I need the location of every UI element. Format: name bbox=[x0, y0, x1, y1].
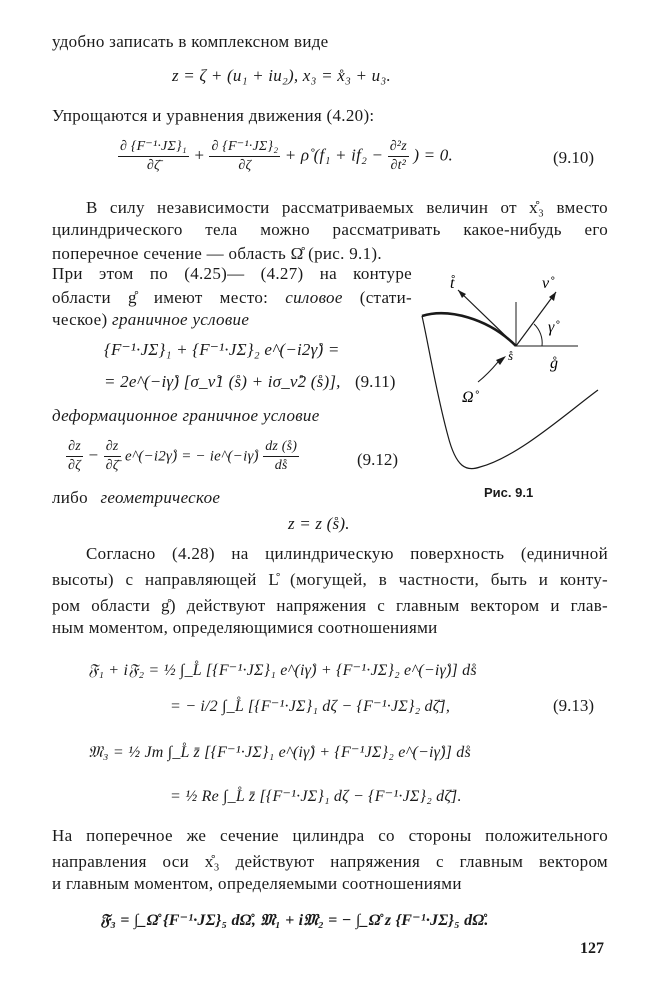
fraction bbox=[388, 138, 409, 175]
denominator: ∂t² bbox=[390, 158, 407, 173]
figure-9-1 bbox=[408, 262, 604, 480]
fraction bbox=[104, 438, 121, 475]
text-line: направления оси x̊₃ действуют напряжения с главным вектором bbox=[52, 852, 608, 871]
text-line bbox=[52, 288, 412, 308]
text-span: (стати- bbox=[359, 288, 412, 307]
equation-zs: z = z (s̊). bbox=[288, 514, 350, 533]
text-line: удобно записать в комплексном виде bbox=[52, 32, 329, 51]
text-line: деформационное граничное условие bbox=[52, 406, 320, 425]
numerator: ∂z bbox=[104, 438, 121, 457]
text-span: области g̊ имеют место: bbox=[52, 288, 269, 307]
equation-part: + ρ̊ (f₁ + if₂ − bbox=[284, 145, 384, 165]
label-gamma: γ̊ bbox=[548, 319, 555, 336]
text-line: цилиндрического тела можно рассматривать какое-нибудь его bbox=[52, 220, 608, 239]
text-line: В силу независимости рассматриваемых величин от x̊₃ вместо bbox=[86, 198, 608, 217]
equation-9-11-b: = 2e^(−iγ̊) [σ_ν̊1 (s̊) + iσ_ν̊2 (s̊)], bbox=[104, 372, 341, 391]
label-g: g̊ bbox=[550, 355, 558, 372]
fraction bbox=[263, 438, 299, 475]
equation-final: 𝔉₃ = ∫_Ω̊ {F⁻¹·JΣ}₅ dΩ̊, 𝔐₁ + i𝔐₂ = − ∫_Ω̊ z {F⁻¹·JΣ}₅ dΩ̊. bbox=[100, 912, 489, 929]
page-number: 127 bbox=[580, 940, 604, 957]
denominator: ds̊ bbox=[274, 458, 288, 473]
text-line: высоты) с направляющей L̊ (могущей, в частности, быть и конту- bbox=[52, 570, 608, 589]
equation-9-12: $\frac{\partial z}{\partial\zeta}$ − $\frac{\partial z}{\partial\zetā}$ e^(−i2γ̊) = − ie^(−iγ̊) $\frac{dz (s̊)}{ds̊}$ bbox=[68, 439, 298, 473]
text-span: граничное условие bbox=[112, 310, 250, 329]
denominator: ∂ζ̄ bbox=[146, 158, 160, 173]
text-line: поперечное сечение — область Ω̊ (рис. 9.1). bbox=[52, 244, 382, 263]
text-line: Согласно (4.28) на цилиндрическую поверхность (единичной bbox=[86, 544, 608, 563]
numerator: ∂ {F⁻¹·JΣ}₁ bbox=[118, 138, 189, 157]
numerator: ∂z bbox=[66, 438, 83, 457]
direction-arrowhead bbox=[496, 356, 506, 365]
direction-arrow bbox=[478, 362, 498, 382]
text-line: ром области g̊) действуют напряжения с главным вектором и глав- bbox=[52, 596, 608, 615]
equation-9-13-a: 𝔉₁ + i𝔉₂ = ½ ∫_L̊ [{F⁻¹·JΣ}₁ e^(iγ̊) + {F⁻¹·JΣ}₂ e^(−iγ̊)] ds̊ bbox=[88, 662, 477, 679]
text-span: ческое) bbox=[52, 310, 108, 329]
equation-number: (9.10) bbox=[553, 148, 595, 167]
text-span: силовое bbox=[285, 288, 343, 307]
numerator: ∂²z bbox=[388, 138, 409, 157]
equation-number: (9.11) bbox=[355, 372, 396, 391]
fraction bbox=[118, 138, 189, 175]
text-line: При этом по (4.25)— (4.27) на контуре bbox=[52, 264, 412, 283]
label-omega: Ω̊ bbox=[462, 389, 474, 406]
equation-9-10: $\frac{\text{∂ \{F⁻¹·JΣ\}₁}}{\partial\zetā}$ + $\frac{\text{∂ \{F⁻¹·JΣ\}₂}}{\partial\zeta}$ + ρ̊ (f₁ + if₂ − $\frac{\text{∂²z}}{\text{∂t²}}$ ) = 0. bbox=[120, 139, 453, 173]
fraction bbox=[209, 138, 280, 175]
denominator: ∂ζ bbox=[238, 158, 252, 173]
text-line: На поперечное же сечение цилиндра со стороны положительного bbox=[52, 826, 608, 845]
equation-number: (9.13) bbox=[553, 696, 595, 715]
numerator: ∂ {F⁻¹·JΣ}₂ bbox=[209, 138, 280, 157]
text-span: либо bbox=[52, 488, 88, 507]
numerator: dz (s̊) bbox=[263, 438, 299, 457]
figure-caption: Рис. 9.1 bbox=[484, 485, 534, 500]
label-t: t̊ bbox=[450, 275, 455, 292]
text-line: ным моментом, определяющимися соотношениями bbox=[52, 618, 438, 637]
equation-9-11-a: {F⁻¹·JΣ}₁ + {F⁻¹·JΣ}₂ e^(−i2γ̊) = bbox=[104, 340, 340, 359]
label-nu: ν̊ bbox=[542, 275, 550, 292]
equation-z: z = ζ + (u₁ + iu₂), x₃ = x̊₃ + u₃. bbox=[172, 66, 391, 85]
contour-bold-segment bbox=[422, 313, 516, 346]
denominator: ∂ζ bbox=[68, 458, 81, 473]
text-line: Упрощаются и уравнения движения (4.20): bbox=[52, 106, 375, 125]
equation-number: (9.12) bbox=[357, 450, 399, 469]
label-s: s̊ bbox=[508, 348, 514, 363]
equation-part: e^(−i2γ̊) = − ie^(−iγ̊) bbox=[125, 448, 259, 465]
fraction bbox=[66, 438, 83, 475]
text-line: и главным моментом, определяемыми соотношениями bbox=[52, 874, 462, 893]
equation-9-13-b: = − i/2 ∫_L̊ [{F⁻¹·JΣ}₁ dζ − {F⁻¹·JΣ}₂ dζ̄], bbox=[170, 698, 451, 715]
text-span: геометрическое bbox=[100, 488, 221, 507]
equation-9-13-d: = ½ Re ∫_L̊ z̄ [{F⁻¹·JΣ}₁ dζ − {F⁻¹·JΣ}₂ dζ̄]. bbox=[170, 788, 462, 805]
equation-part: ) = 0. bbox=[413, 145, 453, 165]
angle-arc bbox=[534, 324, 542, 346]
denominator: ∂ζ̄ bbox=[105, 458, 119, 473]
equation-9-13-c: 𝔐₃ = ½ Jm ∫_L̊ z̄ [{F⁻¹·JΣ}₁ e^(iγ̊) + {F⁻¹JΣ}₂ e^(−iγ̊)] ds̊ bbox=[88, 744, 471, 761]
